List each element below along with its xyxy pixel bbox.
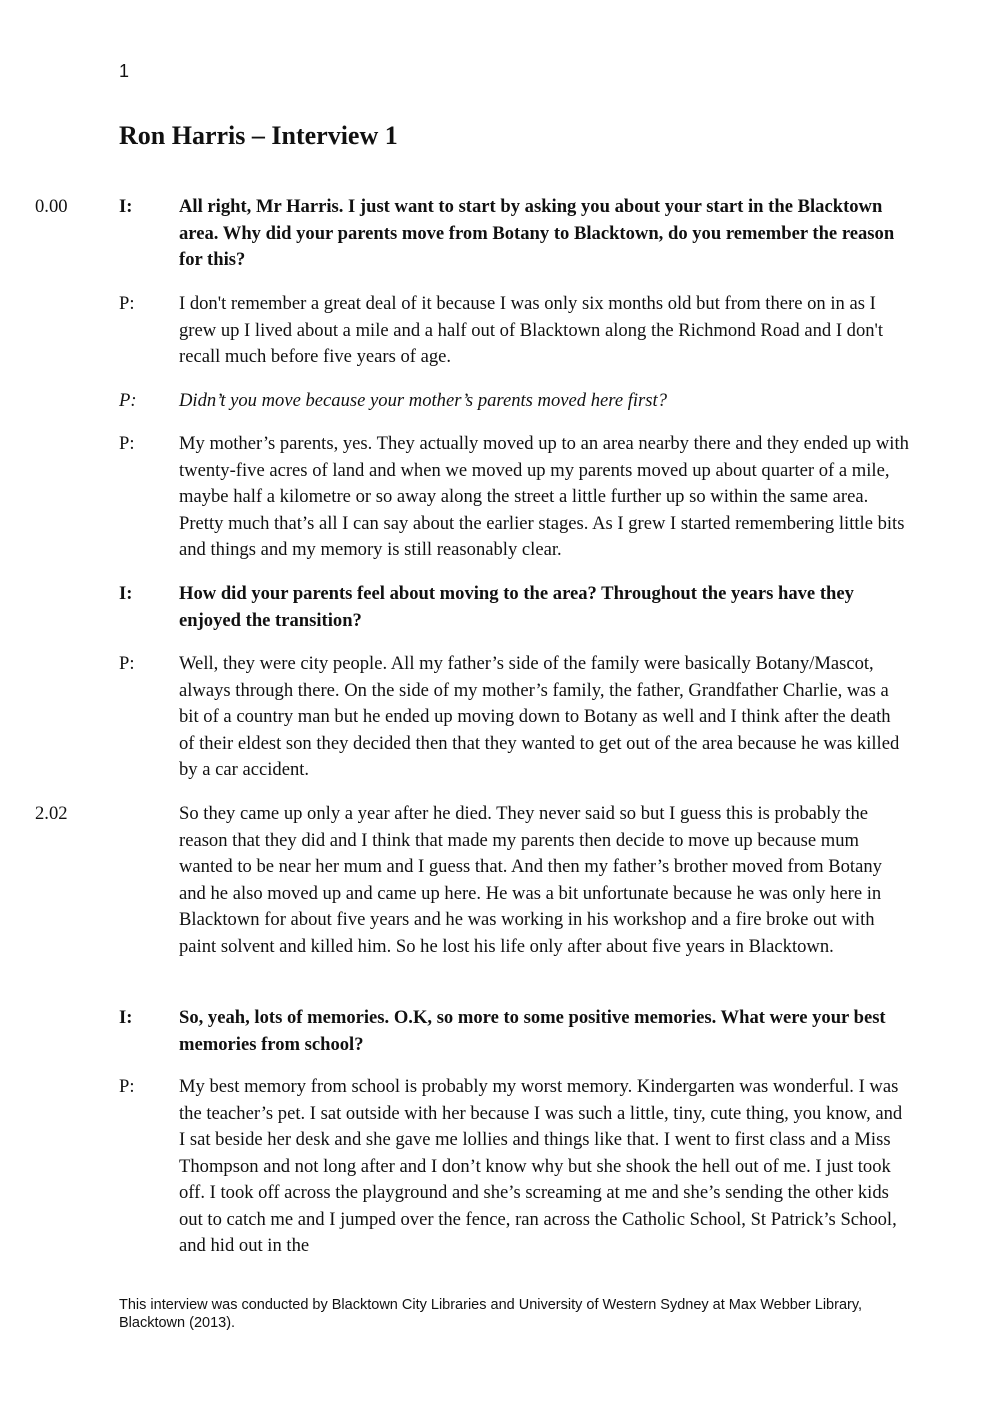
turn-text: So they came up only a year after he died. They never said so but I guess this is probably the reason that they did and I think that made my parents then decide to move up because mum wanted to be near her mum and I guess that. And then my father’s brother moved from Botany and he also moved up and came up here. He was a bit unfortunate because he was only here in Blacktown for about five years and he was working in his workshop and a fire broke out with paint solvent and killed him. So he lost his life only after about five years in Blacktown. [179,803,882,957]
timestamp: 2.02 [35,803,68,824]
turn-text: So, yeah, lots of memories. O.K, so more to some positive memories. What were your best memories from school? [179,1007,886,1055]
speaker-label: I: [119,583,133,604]
speaker-label: P: [119,293,135,314]
speaker-label: I: [119,1007,133,1028]
turn-text: I don't remember a great deal of it because I was only six months old but from there on in as I grew up I lived about a mile and a half out of Blacktown along the Richmond Road and I don't recall much before five years of age. [179,293,884,367]
footer-note: This interview was conducted by Blacktown City Libraries and University of Western Sydney at Max Webber Library, Blacktown (2013). [119,1297,863,1331]
speaker-label: P: [119,1076,135,1097]
turn-text: Well, they were city people. All my father’s side of the family were basically Botany/Mascot, always through there. On the side of my mother’s family, the father, Grandfather Charlie, was a bit of a country man but he ended up moving down to Botany as well and I think after the death of their eldest son they decided then that they wanted to get out of the area because he was killed by a car accident. [179,653,900,780]
turn-text: How did your parents feel about moving to the area? Throughout the years have they enjoyed the transition? [179,583,854,631]
document-title: Ron Harris – Interview 1 [119,121,398,150]
speaker-label: I: [119,196,133,217]
turn-text: My mother’s parents, yes. They actually moved up to an area nearby there and they ended up with twenty-five acres of land and when we moved up my parents moved up about quarter of a mile, maybe half a kilometre or so away along the street a little further up so within the same area. Pretty much that’s all I can say about the earlier stages. As I grew I started remembering little bits and things and my memory is still reasonably clear. [179,433,909,560]
speaker-label: P: [119,433,135,454]
turn-text: Didn’t you move because your mother’s parents moved here first? [179,390,667,411]
speaker-label: P: [119,653,135,674]
turn-text: My best memory from school is probably my worst memory. Kindergarten was wonderful. I was the teacher’s pet. I sat outside with her because I was such a little, tiny, cute thing, you know, and I sat beside her desk and she gave me lollies and things like that. I went to first class and a Miss Thompson and not long after and I don’t know why but she shook the hell out of me. I just took off. I took off across the playground and she’s screaming at me and she’s sending the other kids out to catch me and I jumped over the fence, ran across the Catholic School, St Patrick’s School, and hid out in the [179,1076,903,1256]
timestamp: 0.00 [35,196,68,217]
turn-text: All right, Mr Harris. I just want to start by asking you about your start in the Blacktown area. Why did your parents move from Botany to Blacktown, do you remember the reason for this? [179,196,895,270]
speaker-label: P: [119,390,137,411]
page-number: 1 [119,61,130,81]
